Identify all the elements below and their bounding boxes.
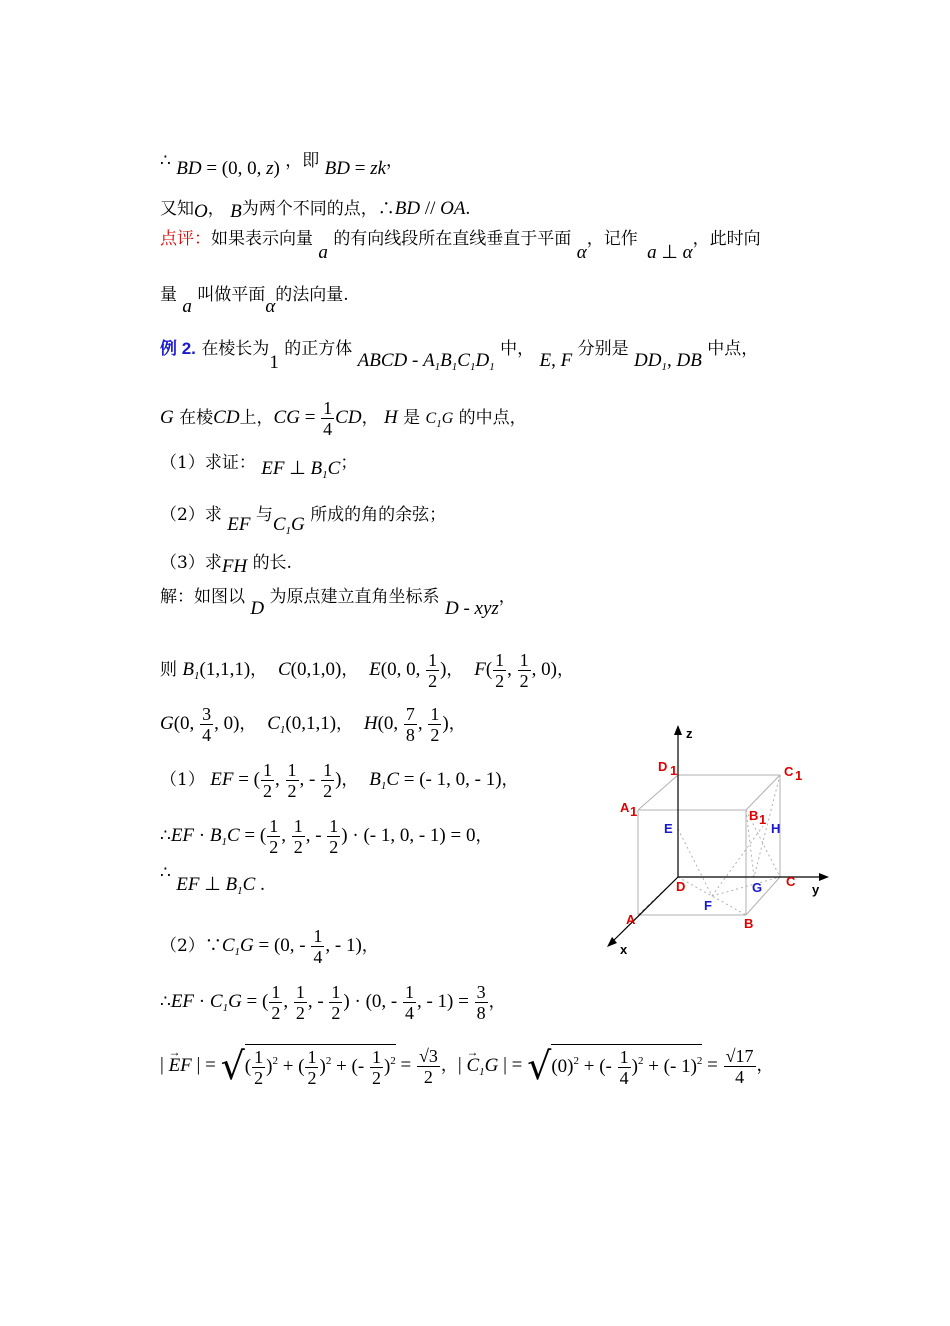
axis-x-label: x: [620, 942, 628, 957]
svg-text:1: 1: [670, 763, 678, 778]
label-C1: C: [784, 764, 794, 779]
label-D1: D: [658, 759, 668, 774]
part-1-conclusion: ∴ EF ⊥ $B_1C$ .: [160, 863, 265, 897]
g-line: G 在棱CD上，CG = $\frac{1}{4}$ CD， H 是 $C_1G$ 的中点，: [160, 398, 527, 439]
remark-label: 点评：: [160, 229, 211, 249]
remark-line: 点评：如果表示向量 a 的有向线段所在直线垂直于平面 α，记作 a ⊥ α，此时向: [160, 229, 761, 263]
part-2-vector: $(2)\because C_1G = (0$, - $\frac{1}{4}$ , - 1)，: [160, 926, 379, 967]
part-1-vectors: （1） EF = ( $\frac{1}{2}$ , $\frac{1}{2}$ , - $\frac{1}{2}$ )， $B_1C$ = (- 1, 0, - 1)，: [160, 760, 519, 801]
label-H: H: [771, 821, 781, 836]
line-o-b-points: 又知O， B为两个不同的点，∴BD // OA.: [160, 198, 471, 222]
svg-text:1: 1: [795, 768, 803, 783]
label-G: G: [752, 880, 763, 895]
label-B1: B: [749, 808, 759, 823]
label-F: F: [704, 898, 712, 913]
axis-z-label: z: [686, 726, 693, 741]
question-2: （2）求 EF 与$C_1G$ 所成的角的余弦；: [160, 505, 447, 537]
cube-figure: [600, 722, 840, 962]
remark-line-2: 量 a 叫做平面α的法向量.: [160, 285, 349, 317]
label-E: E: [664, 821, 673, 836]
coords-line-2: G(0, $\frac{3}{4}$ , 0)， $C_1(0,1,1)$， H(0, $\frac{7}{8}$ , $\frac{1}{2}$ )，: [160, 704, 466, 745]
label-C: C: [786, 874, 796, 889]
magnitudes-line: | → EF | = √( $\frac{1}{2}$ )$^2$ + ( $\frac{1}{2}$ )$^2$ + (- $\frac{1}{2}$ )$^2$ = $\frac{√3}{2}$ ，| → $C_1G$ | = $√(0)^2$ + (- $\frac{1}{4}$ )$^2$ + (- 1)$^2$ = $\frac{√17}{4}$ ，: [160, 1044, 774, 1088]
svg-text:1: 1: [759, 812, 767, 827]
part-1-dot: ∴EF · $B_1C$ = ( $\frac{1}{2}$ , $\frac{1}{2}$ , - $\frac{1}{2}$ ) · (- 1, 0, - 1) = 0，: [160, 816, 493, 857]
coords-line-1: 则 $B_1(1,1,1)$， C(0,1,0)， E(0, 0, $\frac{1}{2}$ )， F( $\frac{1}{2}$ , $\frac{1}{2}$ , 0)，: [160, 650, 574, 691]
part-2-dot: ∴EF · $C_1G$ = ( $\frac{1}{2}$ , $\frac{1}{2}$ , - $\frac{1}{2}$ ) · (0, - $\frac{1}{4}$ , - 1) = $\frac{3}{8}$ ，: [160, 982, 506, 1023]
label-A: A: [626, 912, 636, 927]
line-bd-vector: ∴ BD = (0, 0, z) ，即 BD = zk，: [160, 151, 404, 179]
question-3: （3）求FH 的长.: [160, 553, 292, 577]
example-label: 例 2.: [160, 339, 196, 358]
label-A1: A: [620, 800, 630, 815]
label-B: B: [744, 916, 754, 931]
example-line: 例 2. 在棱长为1 的正方体 ABCD - $A_1B_1C_1D_1$ 中， E, F 分别是 $DD_1$, DB 中点，: [160, 339, 759, 373]
axis-y-label: y: [812, 882, 820, 897]
question-1: （1）求证： EF ⊥ $B_1C$；: [160, 453, 358, 481]
label-D: D: [676, 879, 686, 894]
solution-line: 解：如图以 D 为原点建立直角坐标系 D - xyz，: [160, 587, 516, 619]
svg-text:1: 1: [630, 804, 638, 819]
